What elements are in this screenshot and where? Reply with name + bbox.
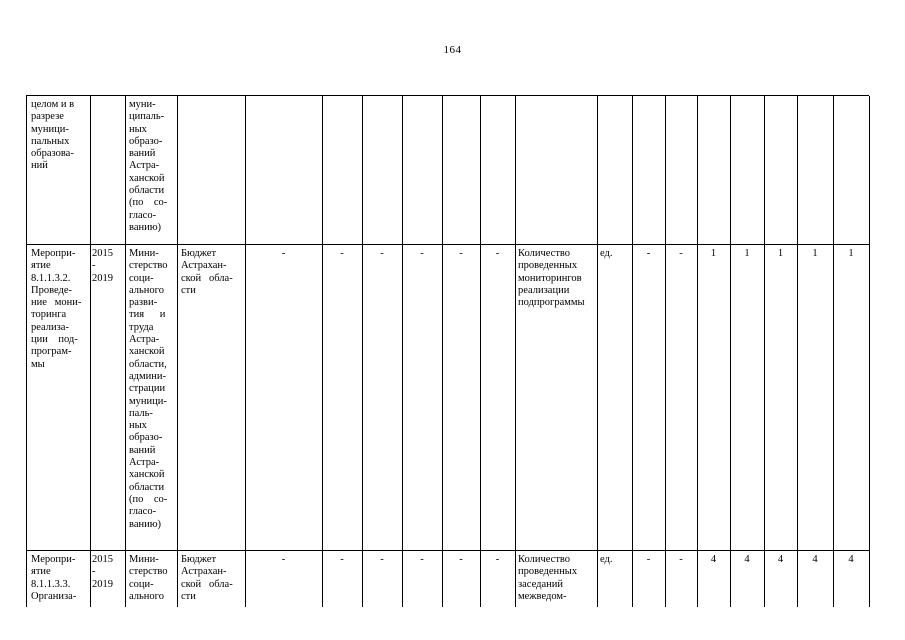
row1-funding-1: - (281, 248, 286, 259)
row1-value-3: 1 (710, 248, 717, 259)
col-line (480, 96, 481, 607)
row1-value-6: 1 (812, 248, 818, 259)
col-line (442, 96, 443, 607)
col-line (764, 96, 765, 607)
col-line (869, 96, 870, 607)
row2-funding-2: - (340, 554, 344, 565)
row1-value-1: - (646, 248, 651, 259)
row2-funding-6: - (495, 554, 500, 565)
page-number: 164 (443, 44, 462, 56)
row-line (27, 244, 869, 245)
col-line (322, 96, 323, 607)
col-line (597, 96, 598, 607)
row2-source: Бюджет Астрахан- ской обла- сти (181, 554, 233, 602)
col-line (362, 96, 363, 607)
row2-value-5: 4 (777, 554, 784, 565)
row2-years: 2015 - 2019 (92, 554, 113, 590)
col-line (90, 96, 91, 607)
row1-name: Меропри- ятие 8.1.1.3.2. Проведе- ние мони- торинга реализа- ции под- програм- мы (31, 248, 82, 370)
row1-source: Бюджет Астрахан- ской обла- сти (181, 248, 233, 296)
row1-unit: ед. (600, 248, 613, 259)
row1-executor: Мини- стерство соци- ального разви- тия и труда Астра- ханской области, админи- страции муници- паль- ных образо- ваний Астра- ханской области (по со- гласо- ванию) (129, 248, 168, 530)
row2-value-6: 4 (812, 554, 818, 565)
row0-name: целом и в разрезе муници- пальных образова- ний (31, 99, 75, 172)
row1-value-4: 1 (744, 248, 750, 259)
row2-value-1: - (646, 554, 651, 565)
row2-unit: ед. (600, 554, 613, 565)
row1-value-2: - (679, 248, 683, 259)
col-line (177, 96, 178, 607)
row2-funding-4: - (420, 554, 424, 565)
row2-value-7: 4 (848, 554, 854, 565)
row0-executor: муни- ципаль- ных образо- ваний Астра- ханской области (по со- гласо- ванию) (129, 99, 168, 233)
row2-funding-3: - (380, 554, 384, 565)
col-line (125, 96, 126, 607)
row-line (27, 550, 869, 551)
row2-funding-5: - (459, 554, 463, 565)
col-line (730, 96, 731, 607)
col-line (665, 96, 666, 607)
row2-name: Меропри- ятие 8.1.1.3.3. Организа- (31, 554, 77, 602)
row1-value-5: 1 (777, 248, 784, 259)
col-line (833, 96, 834, 607)
row1-years: 2015 - 2019 (92, 248, 113, 284)
data-table (26, 95, 869, 607)
col-line (632, 96, 633, 607)
row1-funding-3: - (380, 248, 384, 259)
col-line (515, 96, 516, 607)
row1-funding-4: - (420, 248, 424, 259)
row1-funding-6: - (495, 248, 500, 259)
row2-funding-1: - (281, 554, 286, 565)
col-line (697, 96, 698, 607)
row2-indicator: Количество проведенных заседаний межведом- (518, 554, 578, 602)
row1-funding-5: - (459, 248, 463, 259)
col-line (797, 96, 798, 607)
row1-indicator: Количество проведенных мониторингов реализации подпрограммы (518, 248, 585, 309)
row2-value-2: - (679, 554, 683, 565)
row2-value-4: 4 (744, 554, 750, 565)
col-line (245, 96, 246, 607)
row1-funding-2: - (340, 248, 344, 259)
row2-value-3: 4 (710, 554, 717, 565)
col-line (402, 96, 403, 607)
row1-value-7: 1 (848, 248, 854, 259)
row2-executor: Мини- стерство соци- ального (129, 554, 168, 602)
